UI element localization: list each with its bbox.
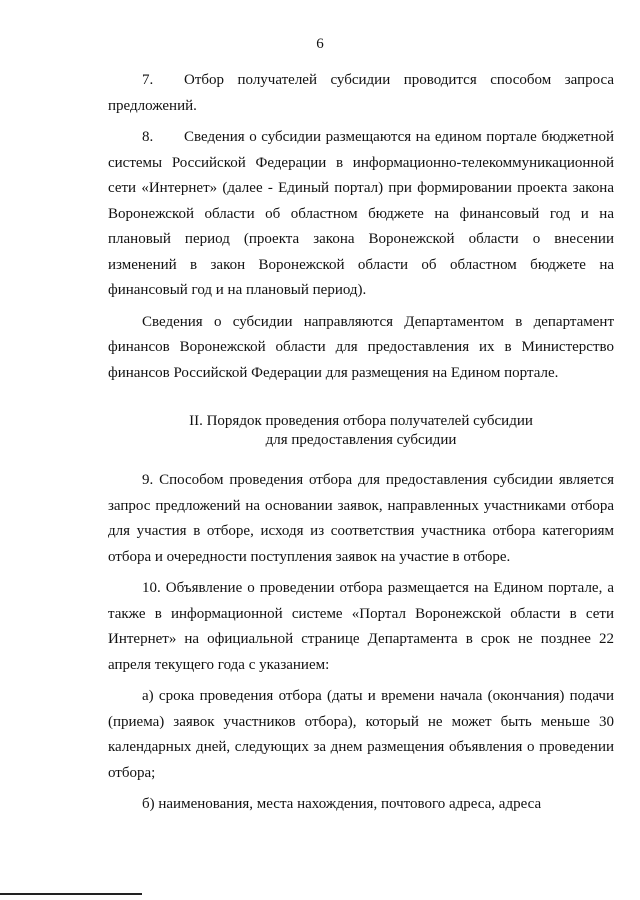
paragraph-10-b: б) наименования, места нахождения, почтового адреса, адреса [142, 796, 542, 812]
paragraph-8-text: Сведения о субсидии размещаются на едином портале бюджетной системы Российской Федерации в информационно-телекоммуникационной сети «Интернет» (далее - Единый портал) при формировании проекта закона Воронежской области об областном бюджете на финансовый год и на плановый период (проекта закона Воронежской области о внесении изменений в закон Воронежской области об областном бюджете на финансовый год и на плановый период). [108, 129, 614, 298]
paragraph-10-a: а) срока проведения отбора (даты и времени начала (окончания) подачи (приема) заявок участников отбора), который не может быть меньше 30 календарных дней, следующих за днем размещения объявления о проведении отбора; [108, 688, 614, 781]
section-heading-line-2: для предоставления субсидии [265, 432, 457, 448]
paragraph-10: 10. Объявление о проведении отбора размещается на Едином портале, а также в информационной системе «Портал Воронежской области в сети Интернет» на официальной странице Департамента в срок не позднее 22 апреля текущего года с указанием: [108, 580, 614, 673]
paragraph-8-number: 8. [142, 129, 154, 145]
paragraph-8-continued: Сведения о субсидии направляются Департаментом в департамент финансов Воронежской области для предоставления их в Министерство финансов Российской Федерации для размещения на Едином портале. [108, 313, 614, 381]
section-1-text [108, 68, 614, 386]
paragraph-7-text: Отбор получателей субсидии проводится способом запроса предложений. [108, 72, 614, 114]
paragraph-9: 9. Способом проведения отбора для предоставления субсидии является запрос предложений на основании заявок, направленных участниками отбора для участия в отборе, исходя из соответствия участника отбора категориям отбора и очередности поступления заявок на участие в отборе. [108, 472, 614, 565]
page-number: 6 [316, 36, 324, 52]
section-heading [108, 412, 614, 450]
section-2-text [108, 468, 614, 818]
section-heading-line-1: II. Порядок проведения отбора получателей субсидии [189, 413, 533, 429]
paragraph-8 [108, 125, 614, 304]
paragraph-7 [108, 68, 614, 119]
paragraph-7-number: 7. [142, 72, 154, 88]
footer-rule [0, 893, 142, 895]
